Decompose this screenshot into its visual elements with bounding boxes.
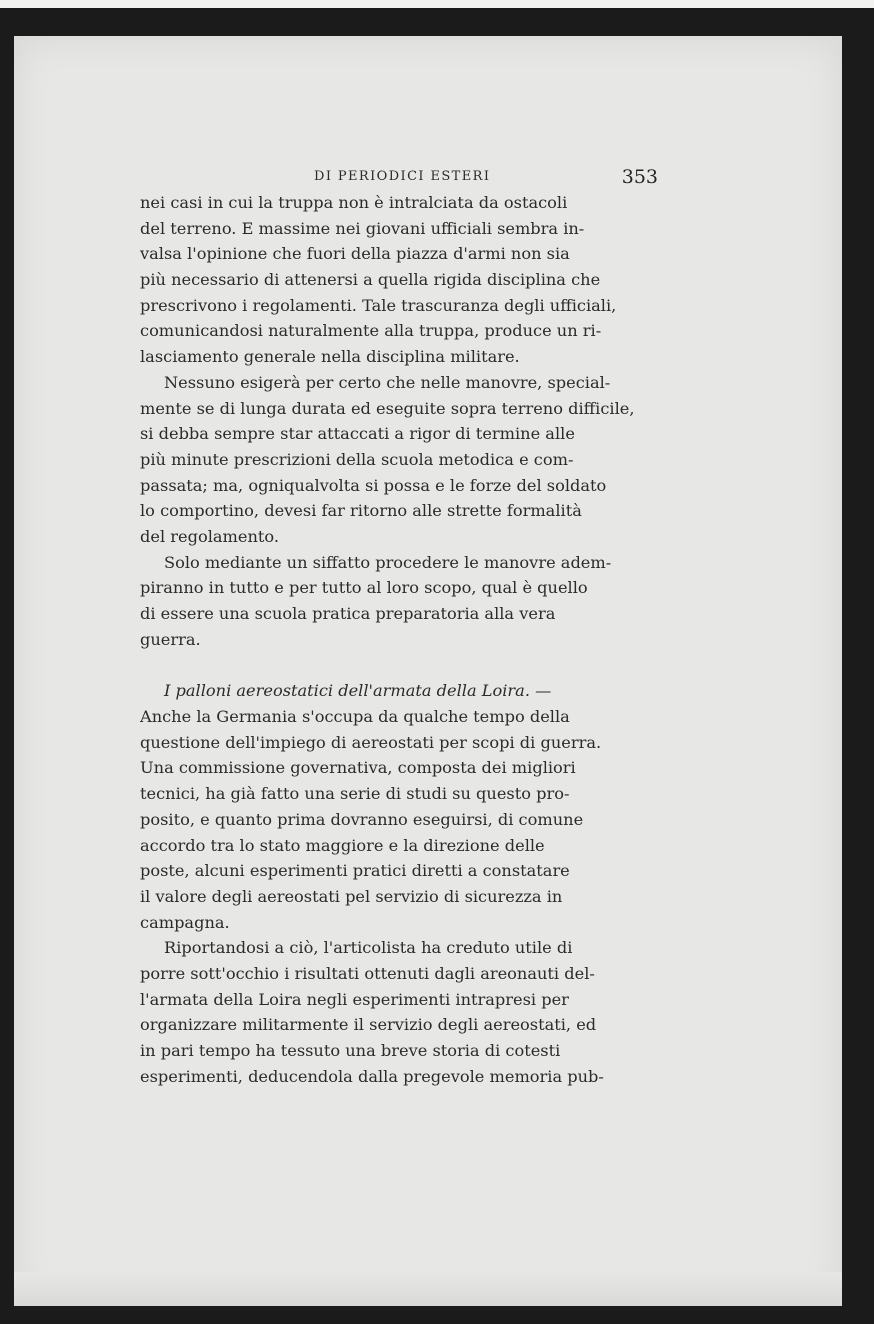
section-gap [140, 652, 660, 678]
text-line: Una commissione governativa, composta dei migliori [140, 758, 576, 778]
scan-edge [0, 0, 874, 8]
text-line: Solo mediante un siffatto procedere le manovre adem- [164, 552, 612, 572]
text-line: esperimenti, deducendola dalla pregevole memoria pub- [140, 1066, 604, 1086]
page-number: 353 [621, 166, 658, 188]
text-line: Riportandosi a ciò, l'articolista ha creduto utile di [164, 938, 573, 958]
text-line: Anche la Germania s'occupa da qualche tempo della [140, 707, 570, 727]
text-line: del regolamento. [140, 526, 279, 546]
text-line: passata; ma, ogniqualvolta si possa e le forze del soldato [140, 475, 607, 495]
text-line: l'armata della Loira negli esperimenti intrapresi per [140, 989, 569, 1009]
text-line: più necessario di attenersi a quella rigida disciplina che [140, 270, 601, 290]
page-header [140, 166, 658, 190]
text-line: mente se di lunga durata ed eseguite sopra terreno difficile, [140, 398, 635, 418]
text-line: in pari tempo ha tessuto una breve storia di cotesti [140, 1041, 561, 1060]
paragraph [140, 935, 660, 1089]
text-line: di essere una scuola pratica preparatoria alla vera [140, 604, 556, 623]
text-line: questione dell'impiego di aereostati per scopi di guerra. [140, 732, 602, 752]
text-line: comunicandosi naturalmente alla truppa, produce un ri- [140, 321, 602, 341]
text-line: del terreno. E massime nei giovani ufficiali sembra in- [140, 218, 585, 238]
text-line: campagna. [140, 912, 230, 932]
text-line: guerra. [140, 629, 201, 649]
text-line: tecnici, ha già fatto una serie di studi su questo pro- [140, 784, 570, 804]
text-line: posito, e quanto prima dovranno eseguirsi, di comune [140, 809, 584, 829]
paragraph [140, 190, 660, 370]
text-line: il valore degli aereostati pel servizio di sicurezza in [140, 886, 563, 906]
text-line: poste, alcuni esperimenti pratici diretti a constatare [140, 861, 570, 881]
text-line: prescrivono i regolamenti. Tale trascuranza degli ufficiali, [140, 295, 617, 315]
paragraph [140, 550, 660, 653]
text-line: organizzare militarmente il servizio degli aereostati, ed [140, 1015, 597, 1035]
page-body [140, 190, 660, 1089]
text-line: piranno in tutto e per tutto al loro scopo, qual è quello [140, 578, 588, 598]
text-line: lasciamento generale nella disciplina militare. [140, 347, 520, 367]
running-head: DI PERIODICI ESTERI [314, 169, 491, 184]
paragraph [140, 370, 660, 550]
text-line: lo comportino, devesi far ritorno alle strette formalità [140, 501, 582, 521]
section-paragraph [140, 678, 660, 935]
text-line: valsa l'opinione che fuori della piazza d'armi non sia [140, 244, 570, 264]
text-line: si debba sempre star attaccati a rigor di termine alle [140, 424, 575, 444]
text-line: porre sott'occhio i risultati ottenuti dagli areonauti del- [140, 963, 595, 983]
text-line: accordo tra lo stato maggiore e la direzione delle [140, 835, 545, 855]
text-line: nei casi in cui la truppa non è intralciata da ostacoli [140, 193, 568, 212]
text-line: più minute prescrizioni della scuola metodica e com- [140, 449, 574, 469]
section-title: I palloni aereostatici dell'armata della Loira. — [164, 681, 552, 701]
page-bottom-strip [14, 1272, 842, 1306]
text-line: Nessuno esigerà per certo che nelle manovre, special- [164, 372, 611, 392]
